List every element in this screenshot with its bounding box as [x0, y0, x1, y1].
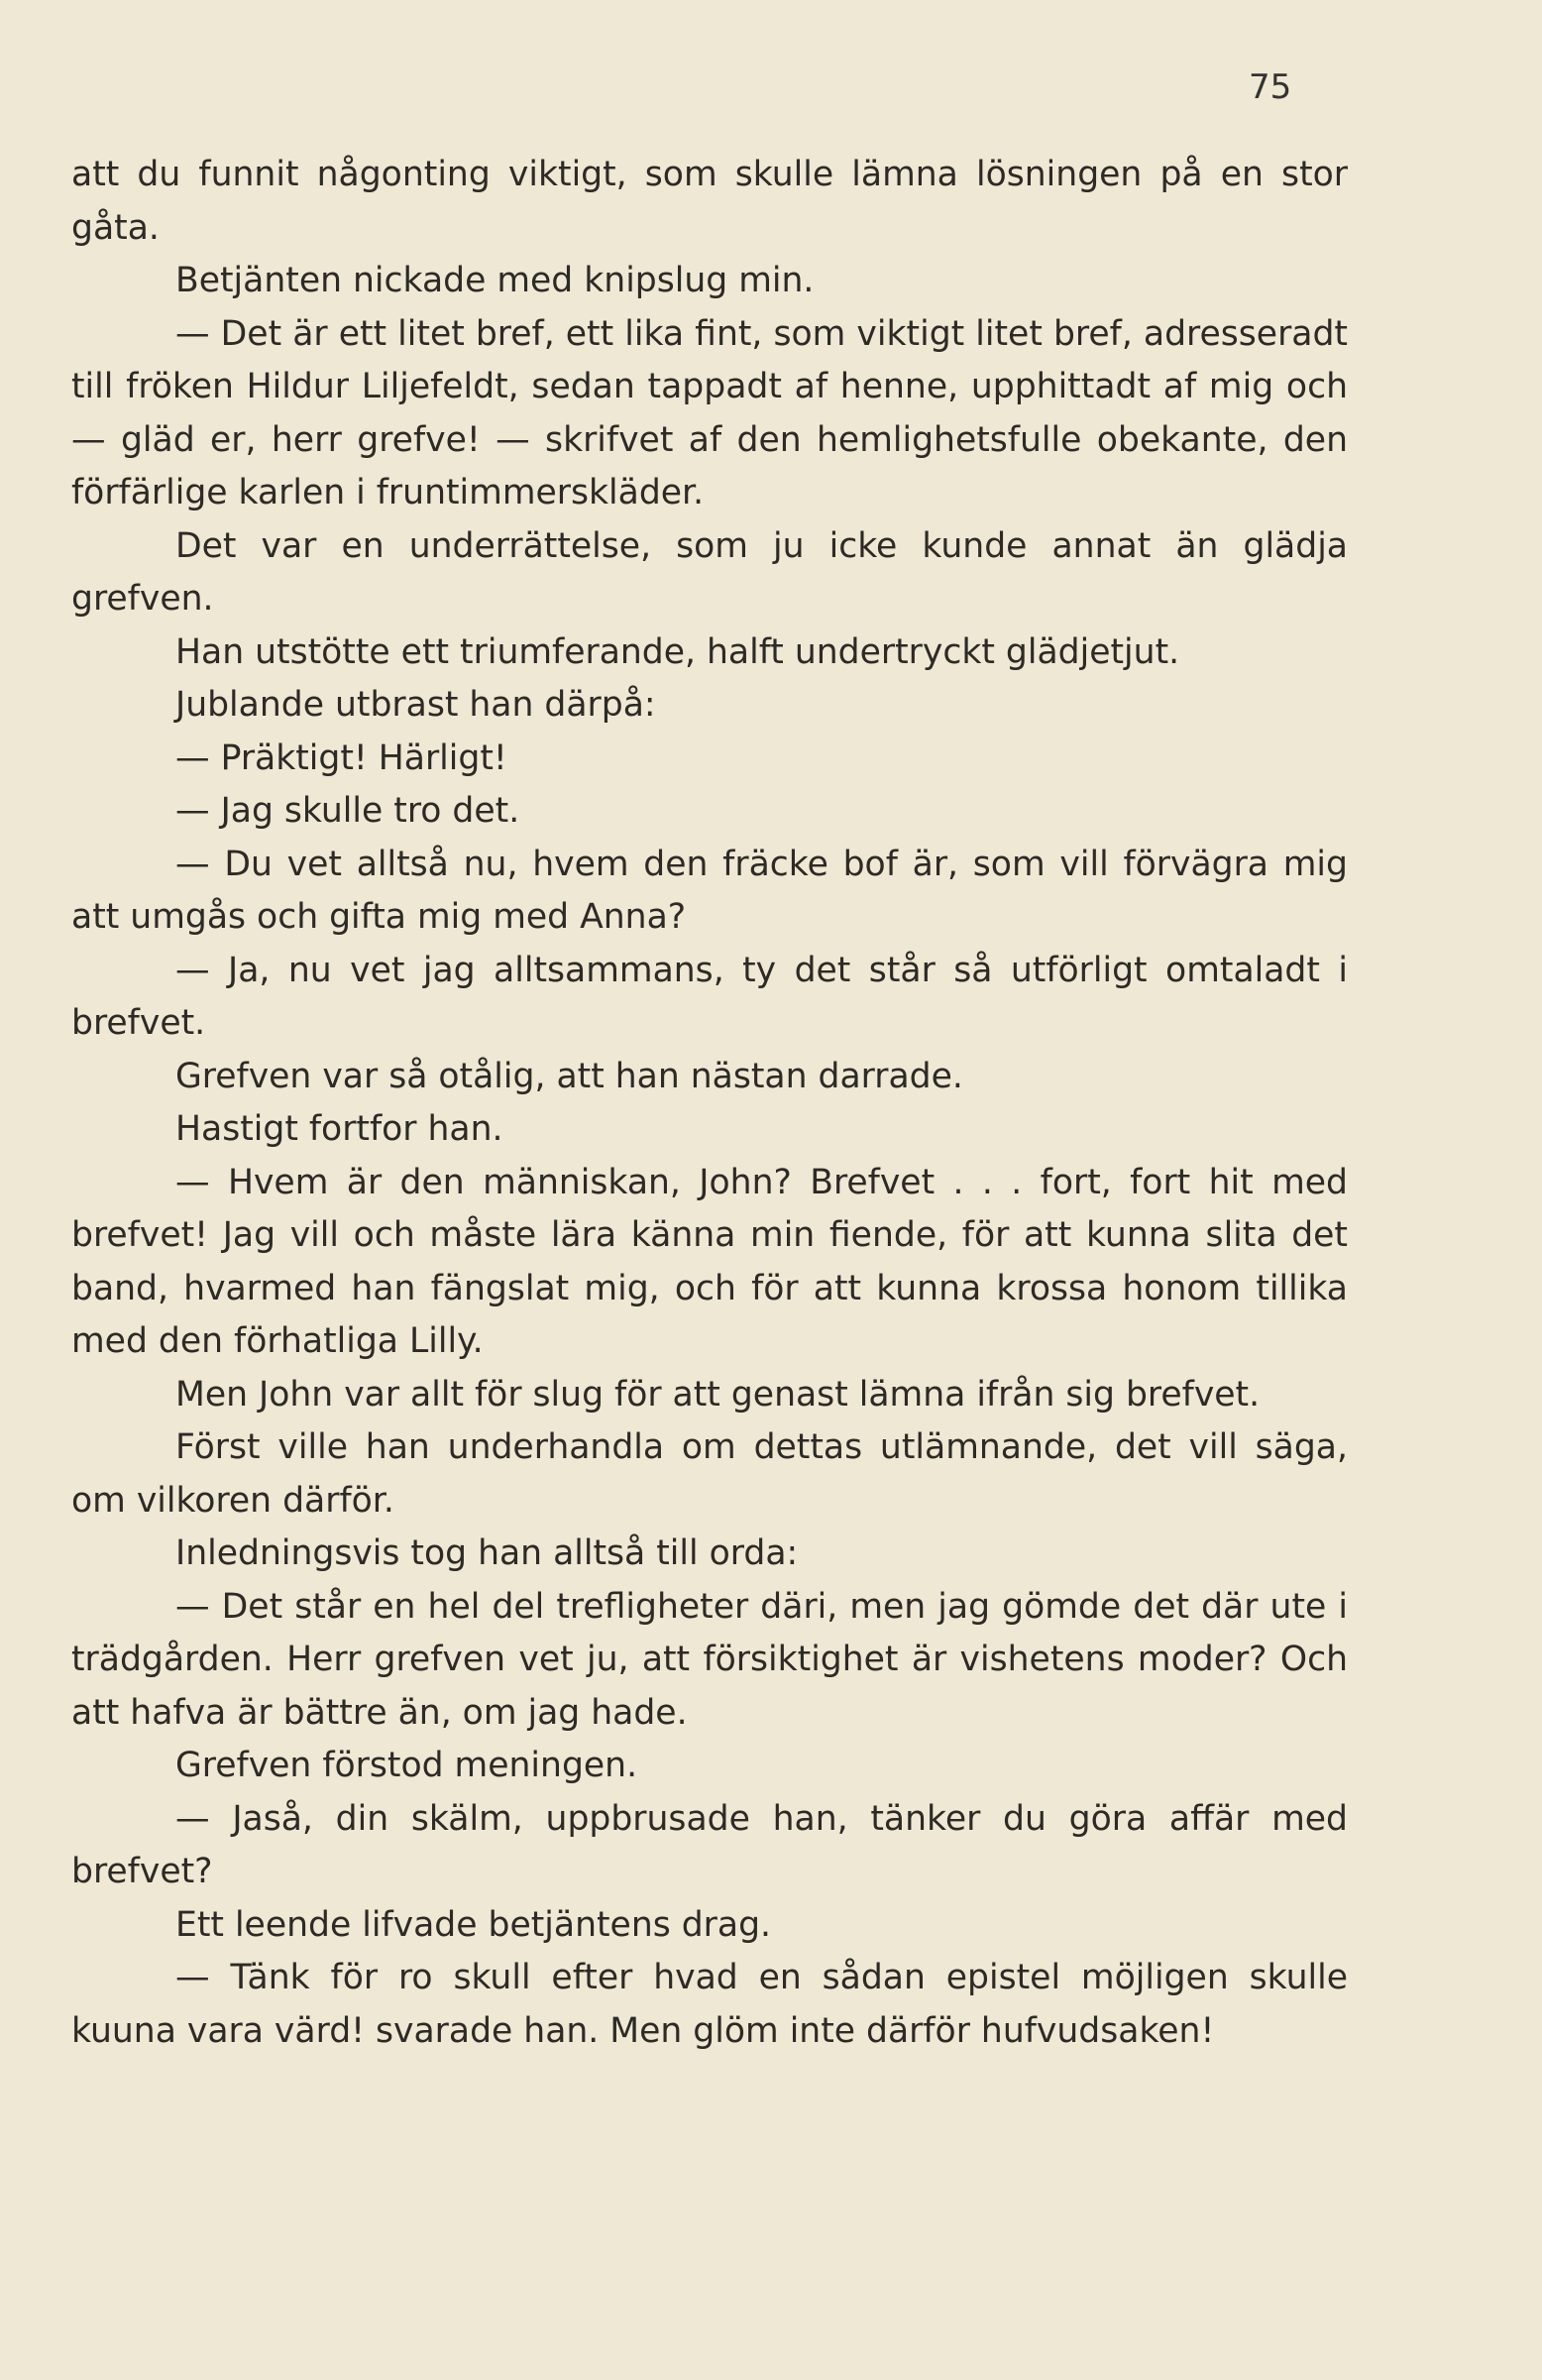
paragraph-13: — Hvem är den människan, John? Brefvet . . . fort, fort hit med brefvet! Jag vill och måste lära känna min fiende, för att kunna slita det band, hvarmed han fängslat mig, och för att kunna krossa honom tillika med den förhatliga Lilly. [71, 1162, 1348, 1361]
paragraph-8: — Jag skulle tro det. [175, 791, 520, 831]
paragraph-3: — Det är ett litet bref, ett lika fint, som viktigt litet bref, adresseradt till fröken Hildur Liljefeldt, sedan tappadt af henne, upphittadt af mig och — gläd er, herr grefve! — skrifvet af den hemlighetsfulle obekante, den förfärlige karlen i fruntimmerskläder. [71, 313, 1348, 512]
paragraph-9: — Du vet alltså nu, hvem den fräcke bof är, som vill förvägra mig att umgås och gifta mig med Anna? [71, 844, 1348, 937]
paragraph-15: Först ville han underhandla om dettas utlämnande, det vill säga, om vilkoren därför. [71, 1427, 1348, 1521]
paragraph-2: Betjänten nickade med knipslug min. [175, 261, 815, 300]
paragraph-19: — Jaså, din skälm, uppbrusade han, tänker du göra affär med brefvet? [71, 1798, 1348, 1891]
paragraph-18: Grefven förstod meningen. [175, 1746, 638, 1785]
paragraph-12: Hastigt fortfor han. [175, 1109, 503, 1149]
paragraph-10: — Ja, nu vet jag alltsammans, ty det står så utförligt omtaladt i brefvet. [71, 950, 1348, 1043]
paragraph-6: Jublande utbrast han därpå: [175, 685, 656, 725]
paragraph-11: Grefven var så otålig, att han nästan darrade. [175, 1056, 963, 1096]
page-number: 75 [1249, 67, 1292, 107]
page-body-text [71, 149, 1348, 2058]
paragraph-21: — Tänk för ro skull efter hvad en sådan epistel möjligen skulle kuuna vara värd! svarade han. Men glöm inte därför hufvudsaken! [71, 1958, 1348, 2051]
paragraph-20: Ett leende lifvade betjäntens drag. [175, 1904, 772, 1945]
paragraph-14: Men John var allt för slug för att genast lämna ifrån sig brefvet. [175, 1374, 1261, 1415]
paragraph-1: att du funnit någonting viktigt, som skulle lämna lösningen på en stor gåta. [71, 155, 1348, 248]
paragraph-4: Det var en underrättelse, som ju icke kunde annat än glädja grefven. [71, 525, 1348, 619]
paragraph-16: Inledningsvis tog han alltså till orda: [175, 1533, 799, 1573]
paragraph-7: — Präktigt! Härligt! [175, 737, 507, 778]
paragraph-5: Han utstötte ett triumferande, halft undertryckt glädjetjut. [175, 631, 1180, 672]
paragraph-17: — Det står en hel del trefligheter däri, men jag gömde det där ute i trädgården. Herr grefven vet ju, att försiktighet är vishetens moder? Och att hafva är bättre än, om jag hade. [71, 1586, 1348, 1733]
